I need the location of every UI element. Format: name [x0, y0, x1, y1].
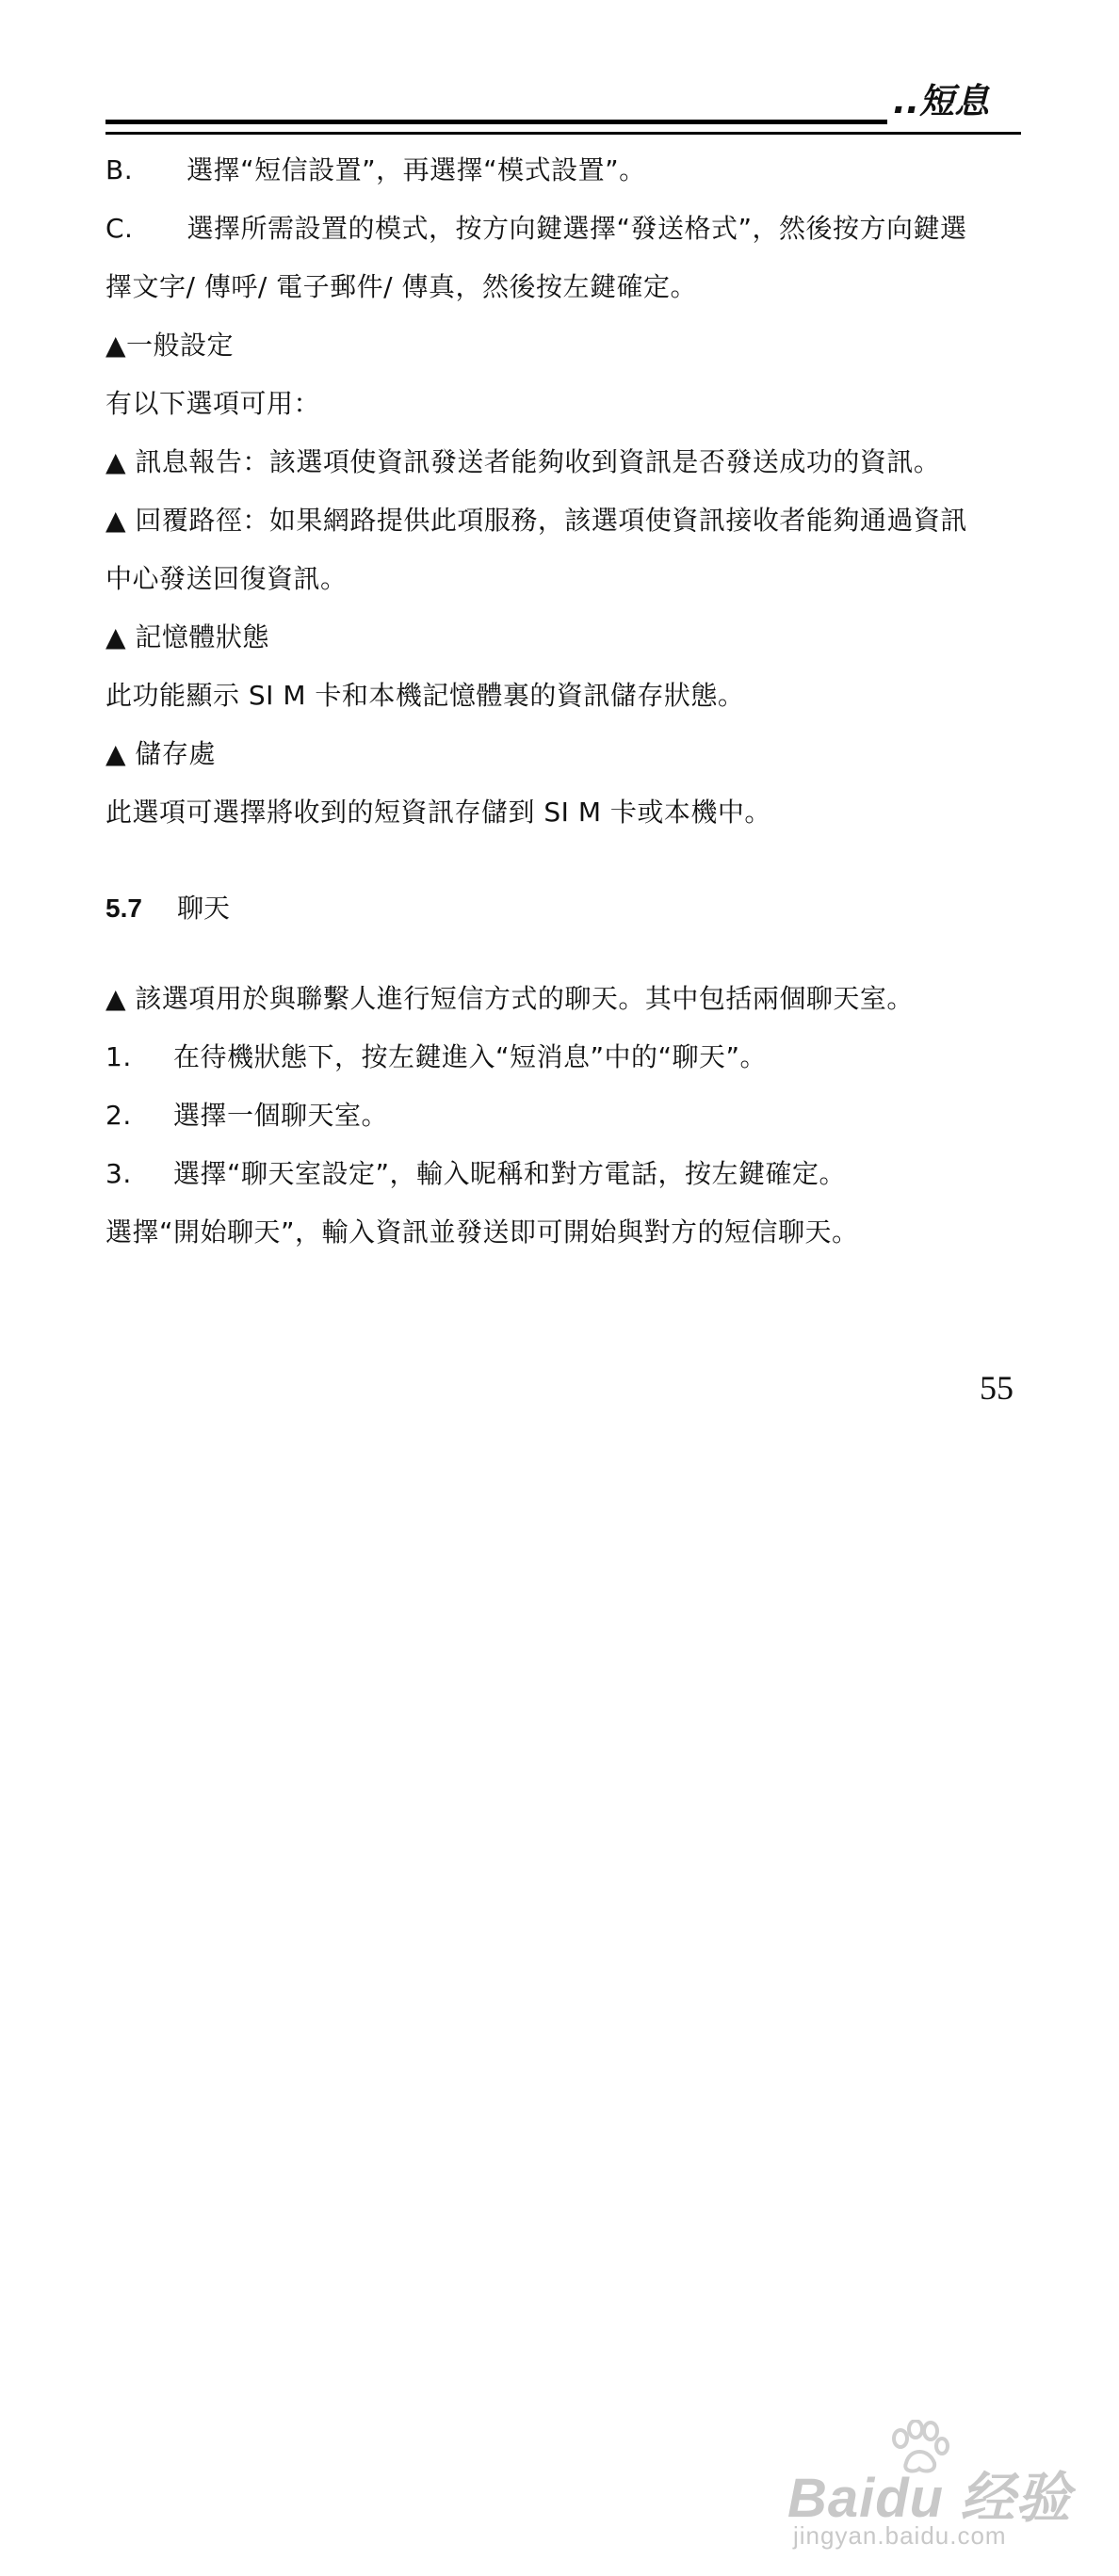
memory-status-heading: ▲ 記憶體狀態	[105, 621, 269, 652]
general-settings-heading: ▲一般設定	[105, 330, 235, 361]
section-spacer-2	[105, 938, 1021, 970]
chat-closing: 選擇“開始聊天”，輸入資訊並發送即可開始與對方的短信聊天。	[105, 1216, 859, 1248]
header-rule-underline	[105, 132, 1021, 135]
section-number: 5.7	[105, 894, 142, 923]
document-body	[105, 141, 1021, 1262]
watermark-logo-text: Baidu 经验	[787, 2468, 1072, 2529]
chat-step-3	[105, 1145, 1021, 1203]
step-number: 2.	[105, 1100, 132, 1131]
storage-location-heading: ▲ 儲存處	[105, 738, 216, 769]
section-heading	[105, 879, 1021, 938]
chat-intro: ▲ 該選項用於與聯繫人進行短信方式的聊天。其中包括兩個聊天室。	[105, 983, 914, 1014]
page-header	[105, 79, 1021, 136]
reply-path-item-line-1: ▲ 回覆路徑：如果網路提供此項服務，該選項使資訊接收者能夠通過資訊	[105, 505, 967, 536]
instruction-c-line-2: 擇文字/ 傳呼/ 電子郵件/ 傳真，然後按左鍵確定。	[105, 271, 698, 302]
chat-step-1	[105, 1028, 1021, 1087]
chapter-title: ..短息	[893, 81, 990, 121]
baidu-jingyan-watermark	[787, 2420, 1070, 2561]
page-number: 55	[980, 1369, 1014, 1407]
options-intro: 有以下選項可用：	[105, 388, 321, 419]
memory-status-description: 此功能顯示 SI M 卡和本機記憶體裏的資訊儲存狀態。	[105, 680, 745, 711]
chat-step-2	[105, 1087, 1021, 1145]
step-number: 1.	[105, 1041, 132, 1072]
watermark-url: jingyan.baidu.com	[793, 2521, 1007, 2550]
step-number: 3.	[105, 1158, 132, 1189]
header-rule	[105, 120, 887, 124]
step-text: 選擇“聊天室設定”，輸入昵稱和對方電話，按左鍵確定。	[173, 1158, 847, 1189]
instruction-c-line-1: C. 選擇所需設置的模式，按方向鍵選擇“發送格式”，然後按方向鍵選	[105, 213, 967, 244]
section-spacer	[105, 842, 1021, 879]
instruction-b: B. 選擇“短信設置”，再選擇“模式設置”。	[105, 154, 646, 185]
reply-path-item-line-2: 中心發送回復資訊。	[105, 563, 348, 594]
section-title: 聊天	[177, 893, 231, 924]
step-text: 選擇一個聊天室。	[173, 1100, 389, 1131]
storage-location-description: 此選項可選擇將收到的短資訊存儲到 SI M 卡或本機中。	[105, 797, 771, 828]
message-report-item: ▲ 訊息報告：該選項使資訊發送者能夠收到資訊是否發送成功的資訊。	[105, 446, 941, 477]
step-text: 在待機狀態下，按左鍵進入“短消息”中的“聊天”。	[173, 1041, 768, 1072]
